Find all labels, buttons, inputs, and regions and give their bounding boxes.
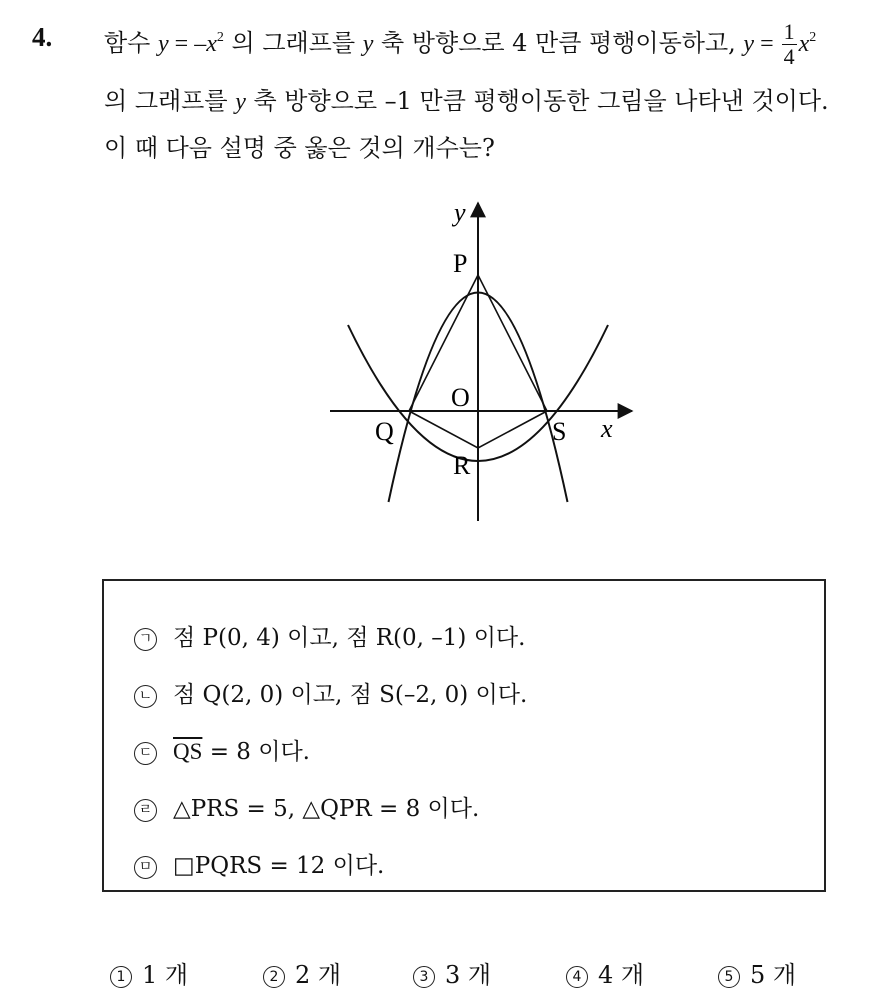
choice-1[interactable]: 1 1 개 — [110, 955, 188, 990]
marker-giyeok: ㄱ — [134, 628, 157, 651]
label-O: O — [451, 383, 470, 412]
statements-box — [102, 579, 826, 892]
answer-choices — [0, 955, 884, 989]
statement-2: ㄴ 점 Q(2, 0) 이고, 점 S(–2, 0) 이다. — [134, 676, 527, 709]
statement-5: ㅁ □PQRS = 12 이다. — [134, 847, 384, 880]
label-x-axis: x — [601, 414, 613, 443]
statement-1: ㄱ 점 P(0, 4) 이고, 점 R(0, –1) 이다. — [134, 619, 525, 652]
statement-3: ㄷ $\overline{QS} = 8$ 이다. — [134, 733, 310, 766]
choice-3[interactable]: 3 3 개 — [413, 955, 491, 990]
stem-line-1: 함수 $y = -x^2$ 의 그래프를 y 축 방향으로 4 만큼 평행이동하고, y = $\frac{1}{4}$ $x^2$ — [104, 19, 817, 69]
question-number: 4. — [32, 22, 53, 52]
choice-2[interactable]: 2 2 개 — [263, 955, 341, 990]
question-stem — [104, 20, 874, 171]
label-P: P — [453, 249, 468, 278]
segment-QS: $\overline{QS}$ — [173, 739, 203, 764]
stem-line-2: 의 그래프를 y 축 방향으로 –1 만큼 평행이동한 그림을 나타낸 것이다. — [104, 87, 829, 115]
parabola-graph — [320, 195, 640, 530]
label-y-axis: y — [454, 198, 466, 227]
statement-4: ㄹ △PRS = 5, △QPR = 8 이다. — [134, 790, 479, 823]
marker-nieun: ㄴ — [134, 685, 157, 708]
marker-rieul: ㄹ — [134, 799, 157, 822]
marker-digeut: ㄷ — [134, 742, 157, 765]
choice-4[interactable]: 4 4 개 — [566, 955, 644, 990]
marker-mieum: ㅁ — [134, 856, 157, 879]
label-Q: Q — [375, 417, 394, 446]
choice-5[interactable]: 5 5 개 — [718, 955, 796, 990]
fraction-one-quarter: $\frac{1}{4}$ — [783, 19, 795, 69]
label-R: R — [453, 451, 471, 480]
stem-line-3: 이 때 다음 설명 중 옳은 것의 개수는? — [104, 134, 495, 162]
label-S: S — [552, 417, 567, 446]
